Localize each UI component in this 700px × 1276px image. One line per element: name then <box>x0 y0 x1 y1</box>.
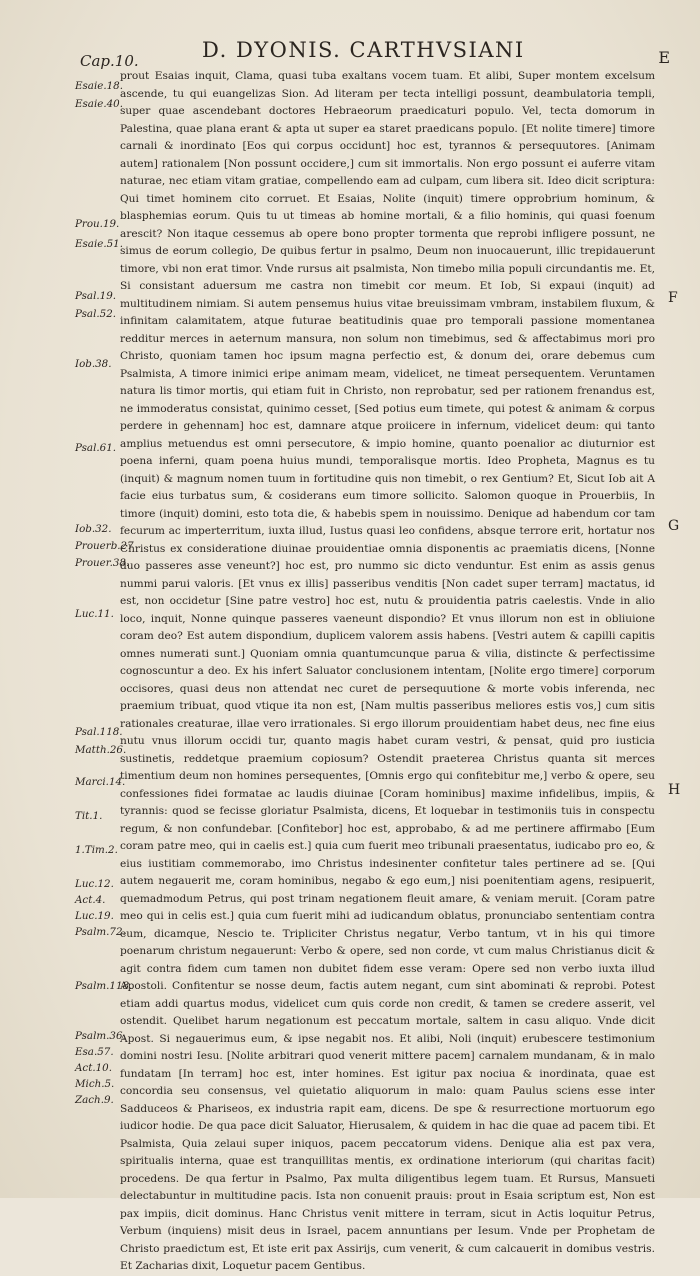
margin-note: Luc.12. <box>75 878 114 890</box>
margin-note: Prouerb.27 <box>75 540 134 552</box>
main-text-column <box>120 68 655 1276</box>
margin-note: Psalm.36. <box>75 1030 126 1042</box>
margin-note: Psal.61. <box>75 442 117 454</box>
margin-note: Esa.57. <box>75 1046 114 1058</box>
margin-note: Luc.19. <box>75 910 114 922</box>
margin-note: Psal.52. <box>75 308 117 320</box>
margin-note: Marci.14. <box>75 776 126 788</box>
margin-note: Act.10. <box>75 1062 112 1074</box>
margin-note: Matth.26. <box>75 744 127 756</box>
margin-note: Psal.118. <box>75 726 123 738</box>
section-letter-e: E <box>658 48 670 67</box>
margin-note: Iob.38. <box>75 358 112 370</box>
margin-note: Esaie.51. <box>75 238 123 250</box>
body-paragraph: prout Esaias inquit, Clama, quasi tuba exaltans vocem tuam. Et alibi, Super montem excelsum ascende, tu qui euangelizas Sion. Ad literam per tecta intelligi possunt, deambulatoria templi, super quae ascendebant doctores Hebraeorum praedicaturi populo. Vel, tecta domorum in Palestina, quae plana erant & apta ut super ea staret praedicans populo. [Et nolite timere] timore carnali & inordinato [Eos qui corpus occidunt] hoc est, tyrannos & persequutores. [Animam autem] rationalem [Non possunt occidere,] cum sit immortalis. Non ergo possunt ei auferre vitam naturae, nec etiam vitam gratiae, compellendo eam ad culpam, cum libera sit. Ideo dicit scriptura: Qui timet hominem cito corruet. Et Esaias, Nolite (inquit) timere opprobrium hominum, & blasphemias eorum. Quis tu ut timeas ab homine mortali, & a filio hominis, qui quasi foenum arescit? Non itaque cessemus ab opere bono propter tormenta que reprobi infligere possunt, ne simus de eorum collegio, De quibus fertur in psalmo, Deum non inuocauerunt, illic trepidauerunt timore, vbi non erat timor. Vnde rursus ait psalmista, Non timebo milia populi circundantis me. Et, Si consistant aduersum me castra non timebit cor meum. Et Iob, Si expaui (inquit) ad multitudinem nimiam. Si autem pensemus huius vitae breuissimam vmbram, instabilem fluxum, & infinitam calamitatem, atque futurae beatitudinis quae pro temporali passione momentanea redditur merces in aeternum mansura, non solum non timebimus, sed & affectabimus mori pro Christo, quoniam tamen hoc ipsum magna perfectio est, & donum dei, orare debemus cum Psalmista, A timore inimici eripe animam meam, videlicet, ne timeat persequentem. Veruntamen natura lis timor mortis, qui etiam fuit in Christo, non reprobatur, sed per rationem frenandus est, ne immoderatus consistat, quinimo cesset, [Sed potius eum timete, qui potest & animam & corpus perdere in gehennam] hoc est, damnare atque proiicere in infernum, videlicet deum: qui tanto amplius metuendus est omni persecutore, & impio homine, quanto poenalior ac diuturnior est poena inferni, quam poena huius mundi, temporalisque mortis. Ideo Propheta, Magnus es tu (inquit) & magnum nomen tuum in fortitudine quis non timebit, o rex Gentium? Et, Sicut Iob ait A facie eius turbatus sum, & cosiderans eum timore sollicito. Salomon quoque in Prouerbiis, In timore (inquit) domini, esto tota die, & habebis spem in nouissimo. Denique ad habendum cor tam fecurum ac imperterritum, iuxta illud, Iustus quasi leo confidens, absque terrore erit, hortatur nos Christus ex consideratione diuinae prouidentiae omnia disponentis ac praemiatis dicens, [Nonne duo passeres asse veneunt?] hoc est, pro nummo sic dicto venduntur. Est enim as assis genus nummi parui valoris. [Et vnus ex illis] passeribus venditis [Non cadet super terram] mactatus, id est, non occidetur [Sine patre vestro] hoc est, nutu & prouidentia patris caelestis. Vnde in alio loco, inquit, Nonne quinque passeres vaeneunt dispondio? Et vnus illorum non est in obliuione coram deo? Est autem dispondium, duplicem valorem assis habens. [Vestri autem & capilli capitis omnes numerati sunt.] Quoniam omnia quantumcunque parua & vilia, distincte & perfectissime cognoscuntur a deo. Ex his infert Saluator conclusionem intentam, [Nolite ergo timere] corporum occisores, quasi deus non attendat nec curet de persequutione & morte vobis inferenda, nec praemium tribuat, quod vtique ita non est, [Nam multis passeribus meliores estis vos,] cum sitis rationales creaturae, illae vero irrationales. Si ergo illorum prouidentiam habet deus, nec fine eius nutu vnus illorum occidi tur, quanto magis habet curam vestri, & pensat, quid pro iusticia sustinetis, reddetque praemium copiosum? Ostendit praeterea Christus quanta sit merces timentium deum non homines persequentes, [Omnis ergo qui confitebitur me,] verbo & opere, seu confessiones fidei formatae ac laudis diuinae [Coram hominibus] maxime infidelibus, impiis, & tyrannis: quod se fecisse gloriatur Psalmista, dicens, Et loquebar in testimoniis tuis in conspectu regum, & non confundebar. [Confitebor] hoc est, approbabo, & ad me pertinere affirmabo [Eum coram patre meo, qui in caelis est.] quia cum fuerit meo tribunali praesentatus, iudicabo pro eo, & eius iustitiam commemorabo, imo Christus indesinenter confitetur tales pertinere ad se. [Qui autem negauerit me, coram hominibus, negabo & ego eum,] nisi poenitentiam agens, resipuerit, quemadmodum Petrus, qui post trinam negationem fleuit amare, & veniam meruit. [Coram patre meo qui in celis est.] quia cum fuerit mihi ad iudicandum oblatus, pronunciabo sententiam contra eum, dicamque, Nescio te. Tripliciter Christus negatur, Verbo tantum, vt in his qui timore poenarum christum negauerunt: Verbo & opere, sed non corde, vt cum malus Christianus dicit & agit contra fidem cum tamen non dubitet fidem esse veram: Opere sed non verbo iuxta illud Apostoli. Confitentur se nosse deum, factis autem negant, cum sint abominati & reprobi. Potest etiam addi quartus modus, videlicet cum quis corde non credit, & tamen se credere asserit, vel ostendit. Quelibet harum negationum est peccatum mortale, saltem in casu aliquo. Vnde dicit Apost. Si negauerimus eum, & ipse negabit nos. Et alibi, Noli (inquit) erubescere testimonium domini nostri Iesu. [Nolite arbitrari quod venerit mittere pacem] carnalem mundanam, & in malo fundatam [In terram] hoc est, inter homines. Est igitur pax nociua & inordinata, quae est concordia seu consensus, vel quietatio aliquorum in malo: quam Paulus sciens esse inter Sadduceos & Phariseos, ex industria rapit eam, dicens. De spe & resurrectione mortuorum ego iudicor hodie. De qua pace dicit Saluator, Hierusalem, & quidem in hac die quae ad pacem tibi. Et Psalmista, Quia zelaui super iniquos, pacem peccatorum videns. Denique alia est pax vera, spiritualis interna, quae est tranquillitas mentis, ex ordinatione interiorum (qui charitas facit) procedens. De qua fertur in Psalmo, Pax multa diligentibus legem tuam. Et Rursus, Mansueti delectabuntur in multitudine pacis. Ista non conuenit prauis: prout in Esaia scriptum est, Non est pax impiis, dicit dominus. Hanc Christus venit mittere in terram, sicut in Actis loquitur Petrus, Verbum (inquiens) misit deus in Israel, pacem annuntians per Iesum. Vnde per Prophetam de Christo praedictum est, Et iste erit pax Assirijs, cum venerit, & cum calcauerit in domibus vestris. Et Zacharias dixit, Loquetur pacem Gentibus. <box>120 70 655 1272</box>
margin-note: Psalm.72. <box>75 926 126 938</box>
section-letter-h: H <box>668 782 681 798</box>
margin-note: Psal.19. <box>75 290 117 302</box>
margin-note: Esaie.18. <box>75 80 123 92</box>
chapter-number: Cap.10. <box>80 52 139 70</box>
section-letter-f: F <box>668 290 678 306</box>
margin-note: Prouer.38. <box>75 557 130 569</box>
margin-note: Mich.5. <box>75 1078 115 1090</box>
margin-note: Tit.1. <box>75 810 103 822</box>
page-header <box>80 38 670 68</box>
margin-note: Iob.32. <box>75 523 112 535</box>
margin-note: 1.Tim.2. <box>75 844 118 856</box>
section-letter-g: G <box>668 518 680 534</box>
margin-note: Zach.9. <box>75 1094 114 1106</box>
margin-note: Luc.11. <box>75 608 114 620</box>
margin-note: Act.4. <box>75 894 106 906</box>
running-title: D. DYONIS. CARTHVSIANI <box>202 38 525 62</box>
margin-note: Psalm.118. <box>75 980 133 992</box>
margin-note: Prou.19. <box>75 218 120 230</box>
margin-note: Esaie.40. <box>75 98 123 110</box>
